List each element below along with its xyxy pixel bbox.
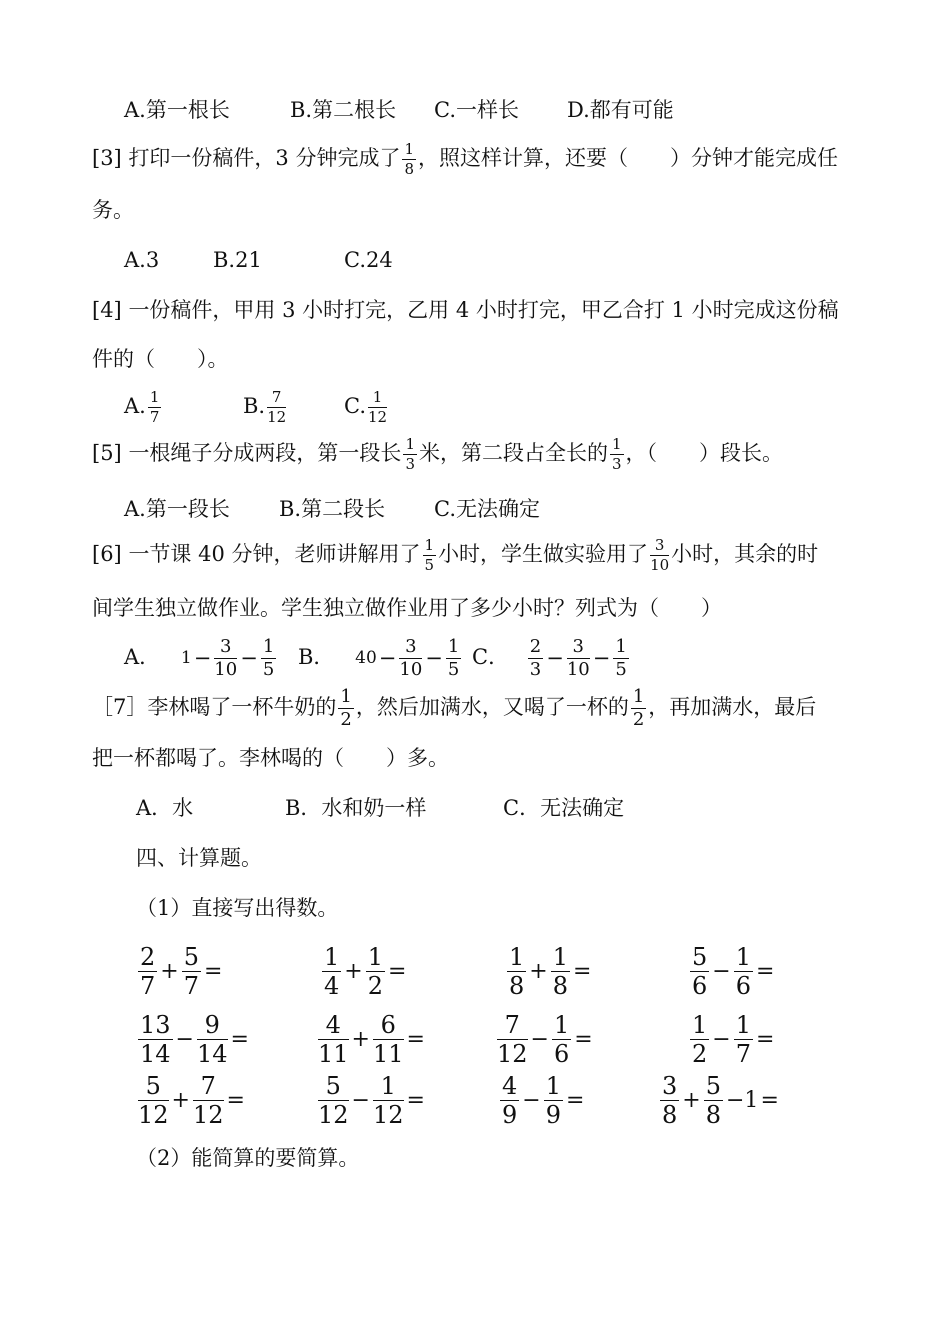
q5-line-1: [5] 一根绳子分成两段，第一段长 $\frac{1}{3}$ 米，第二段占全长的 $\frac{1}{3}$ ，（ ）段长。 xyxy=(92,435,784,473)
q2-option-d: D.都有可能 xyxy=(567,98,674,122)
q7-option-c: C．无法确定 xyxy=(503,796,625,820)
q3-option-b: B.21 xyxy=(213,248,262,272)
calc-item: $\frac{1}{2}$ − $\frac{1}{7}$ = xyxy=(692,1011,775,1068)
calc-item: $\frac{7}{12}$ − $\frac{1}{6}$ = xyxy=(497,1011,593,1068)
q4-line-1 xyxy=(92,300,839,321)
q7-fraction-1: $\frac{1}{2}$ xyxy=(340,686,352,730)
q5-number: [5] xyxy=(92,441,122,465)
q6-number: [6] xyxy=(92,542,122,566)
q3-text-3: 务。 xyxy=(92,198,134,222)
calc-item: $\frac{3}{8}$ + $\frac{5}{8}$ −1= xyxy=(662,1072,779,1129)
q4-option-a: A. $\frac{1}{7}$ xyxy=(124,388,160,426)
q3-option-c: C.24 xyxy=(344,248,393,272)
q7-text-2: 把一杯都喝了。李林喝的（ ）多。 xyxy=(92,746,449,770)
calc-item: $\frac{4}{9}$ − $\frac{1}{9}$ = xyxy=(502,1072,585,1129)
q7-line-1: ［7］李林喝了一杯牛奶的 $\frac{1}{2}$ ，然后加满水，又喝了一杯的 $\frac{1}{2}$ ，再加满水，最后 xyxy=(92,686,817,730)
subsection-2-title: （2）能简算的要简算。 xyxy=(136,1146,360,1170)
calc-item: $\frac{2}{7}$ + $\frac{5}{7}$ = xyxy=(140,943,223,1000)
calc-item: $\frac{1}{8}$ + $\frac{1}{8}$ = xyxy=(509,943,592,1000)
q6-fraction-1: $\frac{1}{5}$ xyxy=(424,536,435,574)
q3-text-2: ，照这样计算，还要（ ）分钟才能完成任 xyxy=(418,146,839,170)
q2-option-a: A.第一根长 xyxy=(124,98,230,122)
q5-fraction-2: $\frac{1}{3}$ xyxy=(611,435,622,473)
q4-option-b-fraction: $\frac{7}{12}$ xyxy=(267,388,287,426)
q3-fraction: $\frac{1}{8}$ xyxy=(404,140,415,178)
q3-line-1 xyxy=(92,142,838,177)
q3-text-1: 打印一份稿件，3 分钟完成了 xyxy=(128,146,401,170)
section-title: 四、计算题。 xyxy=(136,846,262,870)
calc-item: $\frac{13}{14}$ − $\frac{9}{14}$ = xyxy=(140,1011,249,1068)
q4-option-c-fraction: $\frac{1}{12}$ xyxy=(368,388,388,426)
calc-item: $\frac{4}{11}$ + $\frac{6}{11}$ = xyxy=(318,1011,425,1068)
q6-fraction-2: $\frac{3}{10}$ xyxy=(650,536,670,574)
subsection-1-title: （1）直接写出得数。 xyxy=(136,896,339,920)
q6-text-2: 间学生独立做作业。学生独立做作业用了多少小时？列式为（ ） xyxy=(92,596,722,620)
q4-number: [4] xyxy=(92,298,122,322)
q2-option-c: C.一样长 xyxy=(434,98,519,122)
q4-text-2: 件的（ ）。 xyxy=(92,347,229,371)
calc-item: $\frac{5}{6}$ − $\frac{1}{6}$ = xyxy=(692,943,775,1000)
q6-line-1: [6] 一节课 40 分钟，老师讲解用了 $\frac{1}{5}$ 小时，学生做实验用了 $\frac{3}{10}$ 小时，其余的时 xyxy=(92,536,819,574)
q7-option-b: B．水和奶一样 xyxy=(285,796,427,820)
q7-fraction-2: $\frac{1}{2}$ xyxy=(632,686,645,730)
q3-number: [3] xyxy=(92,146,122,170)
q6-option-c: C． $\frac{2}{3}$ − $\frac{3}{10}$ − $\frac{1}{5}$ xyxy=(472,636,627,680)
q5-option-b: B.第二段长 xyxy=(279,497,386,521)
q3-option-a: A.3 xyxy=(124,248,160,272)
calc-item: $\frac{5}{12}$ + $\frac{7}{12}$ = xyxy=(138,1072,245,1129)
q5-option-c: C.无法确定 xyxy=(434,497,540,521)
q5-option-a: A.第一段长 xyxy=(124,497,230,521)
q6-option-b: B． 40− $\frac{3}{10}$ − $\frac{1}{5}$ xyxy=(298,636,460,680)
q4-text-1: 一份稿件，甲用 3 小时打完，乙用 4 小时打完，甲乙合打 1 小时完成这份稿 xyxy=(128,298,839,322)
q4-option-a-fraction: $\frac{1}{7}$ xyxy=(149,388,160,426)
q2-option-b: B.第二根长 xyxy=(290,98,397,122)
calc-item: $\frac{5}{12}$ − $\frac{1}{12}$ = xyxy=(318,1072,425,1129)
q4-option-c: C. $\frac{1}{12}$ xyxy=(344,388,388,426)
q6-option-a: A． 1− $\frac{3}{10}$ − $\frac{1}{5}$ xyxy=(124,636,275,680)
calc-item: $\frac{1}{4}$ + $\frac{1}{2}$ = xyxy=(324,943,407,1000)
q5-fraction-1: $\frac{1}{3}$ xyxy=(405,435,415,473)
q7-option-a: A．水 xyxy=(136,796,194,820)
q4-option-b: B. $\frac{7}{12}$ xyxy=(243,388,287,426)
